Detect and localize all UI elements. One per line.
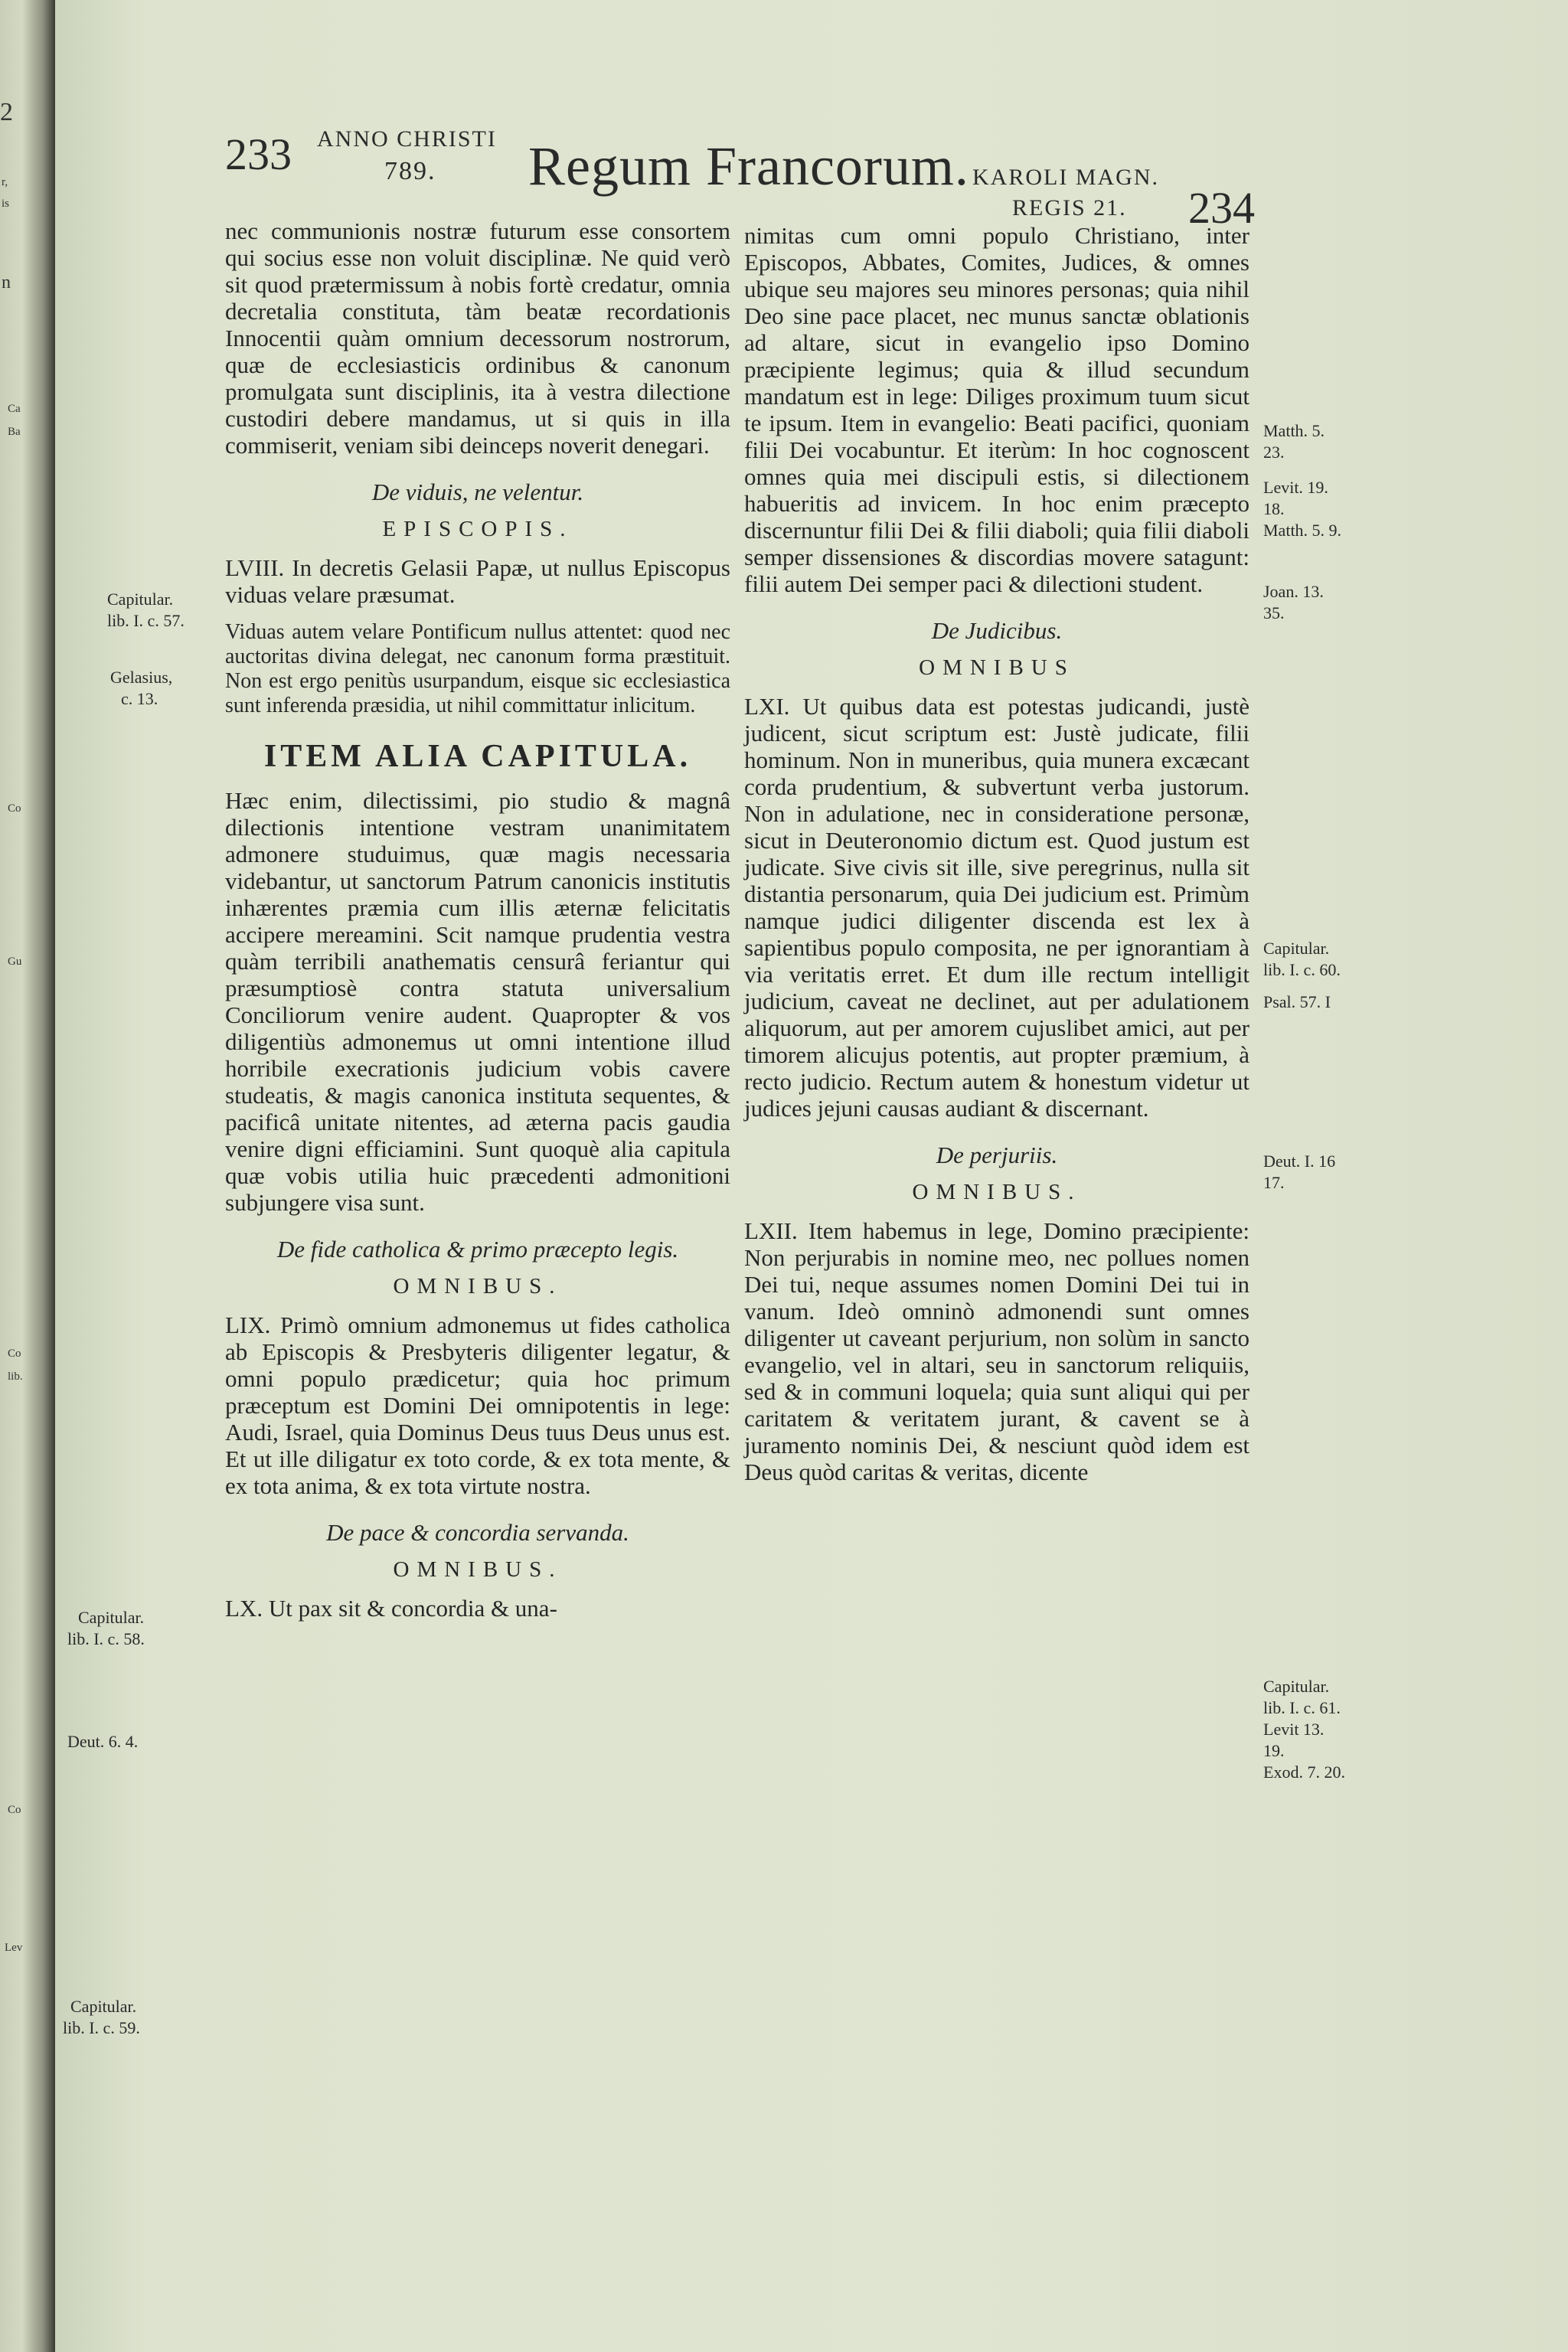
margin-note: lib. I. c. 59. [63,2018,140,2037]
paragraph: Hæc enim, dilectissimi, pio studio & magnâ dilectionis intentione vestram unanimitatem admonere studuimus, quæ magis necessaria videbantur, ut sanctorum Patrum canonicis institutis inhærentes præmia cum illis æternæ felicitatis accipere mereamini. Scit namque prudentia vestra quàm terribili anathematis censurâ feriantur qui præsumptiosè contra statuta universalium Conciliorum venire audent. Quapropter & vos diligentiùs admonemus ut omni intentione illud horribile execrationis judicium vobis cavere studeatis, & magis canonica instituta sequentes, & pacificâ unitate nitentes, ad æterna pacis gaudia venire digni efficiamini. Sunt quoquè alia capitula quæ vobis utilia huic præcedenti admonitioni subjungere visa sunt. [225,787,730,1216]
margin-note: Joan. 13. [1263,582,1324,601]
paragraph: nimitas cum omni populo Christiano, inter Episcopos, Abbates, Comites, Judices, & omnes ubique seu majores seu minores personas; quia nihil Deo sine pace placet, nec munus sanctæ oblationis ad altare, sicut in evangelio ipso Domino præcipiente legimus; quia & illud secundum mandatum est in lege: Diliges proximum tuum sicut te ipsum. Item in evangelio: Beati pacifici, quoniam filii Dei vocabuntur. Et iterùm: In hoc cognoscent omnes quia mei discipuli estis, si dilectionem habueritis ad invicem. In hoc enim præcepto discernuntur filii Dei & filii diaboli; quia filii diaboli semper dissensiones & discordias movere satagunt: filii autem Dei semper paci & dilectioni student. [744,222,1250,597]
gutter-fragment: Co [8,1804,21,1816]
margin-note: 19. [1263,1741,1285,1760]
chapter-paragraph: LX. Ut pax sit & concordia & una- [225,1595,557,1622]
margin-note: Capitular. [70,1997,137,2016]
page-number-right: 234 [1188,183,1255,233]
section-heading: De pace & concordia servanda. [326,1519,629,1546]
gutter-fragment: Lev [5,1942,23,1954]
gutter-fragment: is [2,198,10,210]
note-paragraph: Viduas autem velare Pontificum nullus attentet: quod nec auctoritas divina delegat, nec canonum forma præstituit. Non est ergo penitùs usurpandum, eisque sic ecclesiastica sunt inferenda præsidia, ut nihil committatur inlicitum. [225,620,730,717]
margin-note: lib. I. c. 61. [1263,1698,1341,1717]
margin-note: c. 13. [121,689,158,708]
margin-note: 18. [1263,499,1285,518]
gutter-fragment: Co [8,802,21,815]
reign-label: KAROLI MAGN. [972,165,1159,190]
chapter-group-title: ITEM ALIA CAPITULA. [263,739,692,774]
book-page [55,0,1568,2352]
margin-note: Deut. I. 16 [1263,1152,1336,1171]
section-heading: De perjuriis. [936,1142,1058,1168]
year-label: ANNO CHRISTI [317,126,497,152]
section-addressee: OMNIBUS [919,655,1075,680]
running-title: Regum Francorum. [528,136,969,197]
section-addressee: OMNIBUS. [912,1180,1082,1204]
year-value: 789. [384,157,436,185]
chapter-paragraph: LXI. Ut quibus data est potestas judicandi, justè judicent, sicut scriptum est: Justè judicate, filii hominum. Non in muneribus, quia munera excæcant corda prudentium, & subvertunt verba justorum. Non in adulatione, nec in consideratione personæ, sicut in Deuteronomio dictum est. Quod justum est judicate. Sive civis sit ille, sive peregrinus, nulla sit distantia personarum, quia Dei judicium est. Primùm namque judici diligenter discenda est lex à sapientibus populo composita, ne per ignorantiam à via veritatis erret. Et dum ille rectum intelligit judicium, caveat ne declinet, aut per adulationem aliquorum, aut per amorem cujuslibet amici, aut per timorem alicujus potentis, aut propter præmium, à recto judicio. Rectum autem & honestum videtur ut judices jejuni causas audiant & discernant. [744,693,1250,1122]
chapter-paragraph: LIX. Primò omnium admonemus ut fides catholica ab Episcopis & Presbyteris diligenter legatur, & omni populo prædicetur; quia hoc primum præceptum est Domini Dei omnipotentis in lege: Audi, Israel, quia Dominus Deus tuus Deus unus est. Et ut ille diligatur ex toto corde, & ex tota mente, & ex tota anima, & ex tota virtute nostra. [225,1312,730,1499]
gutter-fragment: Ba [8,426,21,438]
margin-note: Levit. 19. [1263,478,1328,497]
margin-note: Levit 13. [1263,1720,1325,1739]
gutter-fragment: Gu [8,956,22,968]
margin-note: lib. I. c. 60. [1263,960,1341,979]
section-addressee: EPISCOPIS. [382,517,573,541]
chapter-paragraph: LXII. Item habemus in lege, Domino præcipiente: Non perjurabis in nomine meo, nec pollues nomen Dei tui, neque assumes nomen Domini Dei tui in vanum. Ideò omninò admonendi sunt omnes diligenter ut caveant perjurium, non solùm in sancto evangelio, vel in altari, seu in sanctorum reliquiis, sed & in communi loquela; quia sunt aliqui qui per caritatem & veritatem jurant, & cavent se à juramento nominis Dei, & nesciunt quòd idem est Deus quòd caritas & veritas, dicente [744,1217,1250,1485]
section-heading: De viduis, ne velentur. [371,479,584,505]
right-column [744,222,1250,1485]
paragraph: nec communionis nostræ futurum esse consortem qui socius esse non voluit disciplinæ. Ne quid verò sit quod prætermissum à nobis fortè credatur, omnia decretalia constituta, tàm beatæ recordationis Innocentii quàm omnium decessorum nostrorum, quæ de ecclesiasticis ordinibus & canonum promulgata sunt disciplinis, ita à vestra dilectione custodiri debere mandamus, ut si quis in illa commiserit, veniam sibi deinceps noverit denegari. [225,217,730,459]
page-number-left: 233 [225,129,292,179]
book-gutter [0,0,55,2352]
section-heading: De fide catholica & primo præcepto legis. [276,1236,679,1263]
margin-note: Matth. 5. 9. [1263,521,1342,540]
margin-note: Psal. 57. I [1263,992,1331,1011]
section-addressee: OMNIBUS. [393,1274,563,1298]
left-column [225,217,730,1622]
gutter-fragment: n [2,273,11,292]
margin-note: Exod. 7. 20. [1263,1762,1345,1782]
margin-note: Capitular. [78,1608,145,1627]
gutter-fragment: Co [8,1348,21,1360]
margin-note: Matth. 5. [1263,421,1325,440]
margin-note: Capitular. [1263,1677,1330,1696]
margin-note: Capitular. [1263,939,1330,958]
section-heading: De Judicibus. [931,617,1063,644]
gutter-fragment: Ca [8,403,21,415]
margin-note: 17. [1263,1173,1285,1192]
gutter-fragment: r, [2,176,8,188]
margin-note: lib. I. c. 58. [67,1629,145,1648]
chapter-paragraph: LVIII. In decretis Gelasii Papæ, ut nullus Episcopus viduas velare præsumat. [225,554,730,608]
margin-note: 35. [1263,603,1285,622]
reign-year: REGIS 21. [1012,195,1127,220]
margin-note: Capitular. [107,590,174,609]
margin-note: 23. [1263,443,1285,462]
gutter-fragment: lib. [8,1370,23,1383]
margin-note: lib. I. c. 57. [107,611,185,630]
section-addressee: OMNIBUS. [393,1557,563,1582]
gutter-fragment: 2 [0,98,13,126]
margin-note: Gelasius, [110,668,173,687]
margin-note: Deut. 6. 4. [67,1732,139,1751]
